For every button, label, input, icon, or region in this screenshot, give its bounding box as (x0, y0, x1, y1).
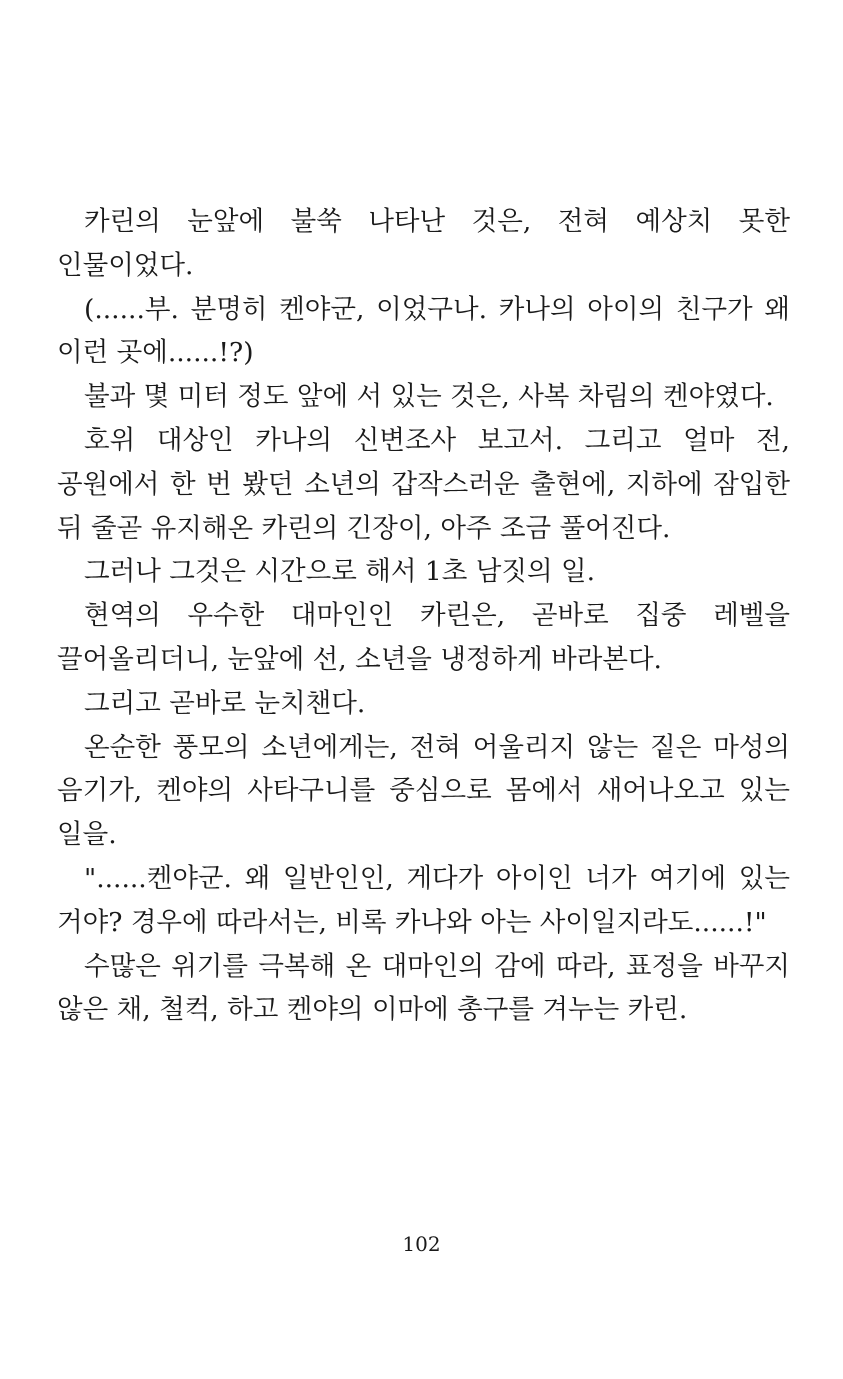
paragraph: 호위 대상인 카나의 신변조사 보고서. 그리고 얼마 전, 공원에서 한 번 봤던 소년의 갑작스러운 출현에, 지하에 잠입한 뒤 줄곧 유지해온 카린의 긴장이, 아주 조금 풀어진다. (57, 424, 790, 544)
paragraph: 수많은 위기를 극복해 온 대마인의 감에 따라, 표정을 바꾸지 않은 채, 철컥, 하고 켄야의 이마에 총구를 겨누는 카린. (57, 950, 790, 1026)
paragraph: 그러나 그것은 시간으로 해서 1초 남짓의 일. (84, 556, 596, 588)
page-number: 102 (402, 1232, 441, 1256)
paragraph: "......켄야군. 왜 일반인인, 게다가 아이인 너가 여기에 있는 거야? 경우에 따라서는, 비록 카나와 아는 사이일지라도......!" (57, 862, 790, 938)
paragraph: 불과 몇 미터 정도 앞에 서 있는 것은, 사복 차림의 켄야였다. (84, 381, 774, 413)
paragraph: 온순한 풍모의 소년에게는, 전혀 어울리지 않는 짙은 마성의 음기가, 켄야의 사타구니를 중심으로 몸에서 새어나오고 있는 일을. (57, 731, 790, 851)
paragraph: 카린의 눈앞에 불쑥 나타난 것은, 전혀 예상치 못한 인물이었다. (57, 206, 790, 281)
paragraph: 그리고 곧바로 눈치챈다. (84, 687, 366, 719)
paragraph: 현역의 우수한 대마인인 카린은, 곧바로 집중 레벨을 끌어올리더니, 눈앞에 선, 소년을 냉정하게 바라본다. (57, 600, 790, 675)
paragraph: (......부. 분명히 켄야군, 이었구나. 카나의 아이의 친구가 왜 이런 곳에......!?) (57, 293, 790, 369)
page-body-text (57, 200, 790, 1032)
